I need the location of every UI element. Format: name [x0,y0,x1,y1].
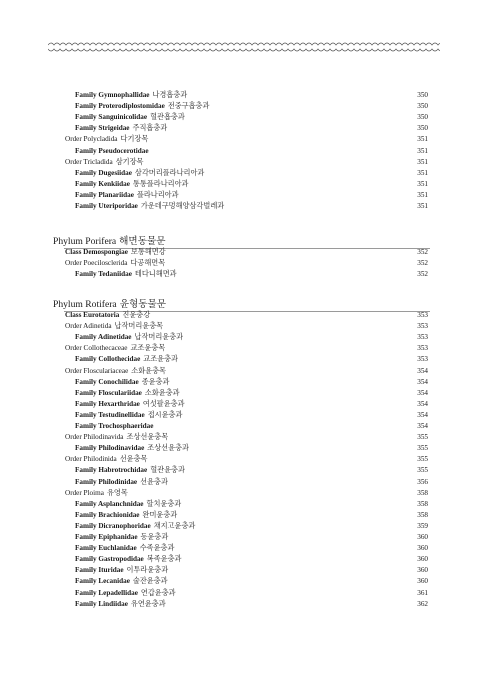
page-number: 351 [417,179,428,188]
taxon-name: Family Adinetidae [75,333,132,342]
page-number: 355 [417,466,428,475]
page-number: 361 [417,588,428,597]
taxon-korean-name: 유영목 [106,488,128,497]
page-number: 352 [417,259,428,268]
taxon-korean-name: 완미윤충과 [142,510,178,519]
page-number: 355 [417,444,428,453]
taxon-korean-name: 할치윤충과 [146,499,182,508]
taxon-name: Family Uteriporidae [75,202,138,210]
taxon-name: Order Philodinida [65,455,117,464]
taxon-korean-name: 수족윤충과 [139,544,175,553]
taxon-name: Family Flosculariidae [75,388,142,397]
taxon-name: Class Eurotatoria [65,311,120,319]
page-number: 360 [417,577,428,586]
page-number: 354 [417,377,428,386]
taxon-korean-name: 테다니해면과 [134,270,177,279]
taxon-korean-name: 연갑윤충과 [140,588,176,597]
page-number: 360 [417,566,428,575]
taxon-name: Order Polycladida [65,135,118,144]
decorative-wave-border [48,40,440,54]
taxon-korean-name: 이투라윤충과 [126,566,169,575]
taxon-korean-name: 소화윤충과 [144,388,180,397]
page-number: 358 [417,488,428,497]
taxon-korean-name: 종윤충과 [141,377,170,386]
taxon-name: Family Dugesiidae [75,168,132,177]
taxon-name: Family Dicranophoridae [75,521,151,530]
taxon-korean-name: 유연윤충과 [130,599,166,608]
page-number: 355 [417,455,428,464]
page-number: 351 [417,157,428,166]
taxon-name: Order Tricladida [65,157,113,166]
taxon-name: Family Lindiidae [75,599,128,608]
taxon-korean-name: 진윤충강 [122,311,151,319]
page-number: 354 [417,410,428,419]
page-number: 362 [417,599,428,608]
taxon-korean-name: 전중구흡충과 [167,102,210,111]
taxon-korean-name: 채지고윤충과 [153,521,196,530]
taxon-name: Family Conochilidae [75,377,139,386]
taxon-name: Family Collothecidae [75,355,141,364]
taxon-name: Family Sanguinicolidae [75,113,148,122]
taxon-name: Order Ploima [65,488,104,497]
page-number: 352 [417,248,428,256]
taxon-name: Family Hexarthridae [75,399,140,408]
taxon-name: Family Gymnophallidae [75,91,150,99]
page-number: 351 [417,135,428,144]
phylum-name: Phylum Rotifera [53,299,117,310]
page-number: 358 [417,499,428,508]
taxon-korean-name: 혈관흡충과 [150,113,185,122]
page-number: 353 [417,333,428,342]
taxon-korean-name: 조상선윤충목 [126,433,169,442]
taxon-name: Class Demospongiae [65,248,128,256]
taxon-name: Family Proterodiplostomidae [75,102,165,111]
taxon-korean-name: 복족윤충과 [146,555,182,564]
phylum-korean-name: 해면동물문 [119,236,166,247]
taxon-name: Family Lepadellidae [75,588,138,597]
page-number: 353 [417,355,428,364]
taxon-korean-name: 삼각머리플라나리아과 [134,168,205,177]
taxon-name: Family Kenkiidae [75,179,130,188]
taxon-name: Family Epiphanidae [75,533,138,541]
taxon-korean-name: 술잔윤충과 [132,577,168,586]
taxon-korean-name: 삼기장목 [115,157,144,166]
taxon-korean-name: 주직흡충과 [132,124,168,133]
taxon-name: Order Poecilosclerida [65,259,128,268]
taxon-korean-name: 혈관윤충과 [150,466,185,475]
taxon-name: Order Collothecaceae [65,344,128,353]
page-number: 351 [417,168,428,177]
taxon-name: Family Ituridae [75,566,124,575]
page-number: 360 [417,555,428,564]
page-number: 350 [417,91,428,99]
taxon-name: Family Strigeidae [75,124,130,133]
page-number: 358 [417,510,428,519]
taxon-name: Order Philodinavida [65,433,124,442]
taxon-korean-name: 교조윤충과 [143,355,178,364]
page-number: 360 [417,544,428,553]
page-number: 355 [417,433,428,442]
phylum-heading-rotifera [53,296,166,310]
page-number: 353 [417,344,428,353]
taxon-name: Family Tedaniidae [75,270,132,279]
taxon-korean-name: 선윤충목 [119,455,148,464]
taxon-name: Family Habrotrochidae [75,466,148,475]
page-number: 351 [417,146,428,155]
taxon-name: Family Asplanchnidae [75,499,144,508]
taxon-korean-name: 나경흡충과 [152,91,188,99]
page-number: 354 [417,388,428,397]
taxon-korean-name: 납작머리윤충목 [114,322,164,331]
taxon-korean-name: 소화윤충목 [131,366,166,375]
taxon-korean-name: 납작머리윤충과 [134,333,184,342]
page-number: 360 [417,533,428,541]
taxon-korean-name: 통통플라나리아과 [132,179,189,188]
taxon-korean-name: 플라나리아과 [136,190,179,199]
taxon-korean-name: 선윤충과 [140,477,168,486]
taxon-korean-name: 교조윤충목 [130,344,166,353]
taxon-name: Family Gastropodidae [75,555,144,564]
taxon-name: Family Testudinellidae [75,410,145,419]
taxon-korean-name: 동윤충과 [140,533,169,541]
page-number: 353 [417,311,428,319]
page-number: 354 [417,422,428,430]
page-number: 354 [417,399,428,408]
taxon-name: Order Flosculariaceae [65,366,129,375]
taxon-korean-name: 여섯팔윤충과 [142,399,185,408]
taxon-name: Family Euchlanidae [75,544,137,553]
taxon-name: Family Planariidae [75,190,134,199]
phylum-heading-porifera [53,233,166,247]
taxon-name: Family Trochosphaeridae [75,422,154,430]
page-number: 350 [417,102,428,111]
taxon-name: Order Adinetida [65,322,112,331]
phylum-korean-name: 윤형동물문 [119,299,167,310]
taxon-korean-name: 다기장목 [120,135,149,144]
page-number: 351 [417,190,428,199]
page-number: 351 [417,202,428,210]
phylum-name: Phylum Porifera [53,236,117,247]
page-number: 359 [417,521,428,530]
taxon-name: Family Pseudocerotidae [75,146,149,155]
page-number: 350 [417,124,428,133]
taxon-korean-name: 접시윤충과 [147,410,183,419]
taxon-name: Family Philodinavidae [75,444,145,453]
taxon-name: Family Lecanidae [75,577,130,586]
taxon-korean-name: 보통해면강 [130,248,166,256]
page-number: 356 [417,477,428,486]
taxon-name: Family Brachionidae [75,510,140,519]
page-number: 352 [417,270,428,279]
page-number: 353 [417,322,428,331]
taxon-korean-name: 가운데구멍해양삼각벌레과 [140,202,225,210]
taxon-name: Family Philodinidae [75,477,138,486]
page-number: 354 [417,366,428,375]
taxon-korean-name: 다공해면목 [130,259,166,268]
page-number: 350 [417,113,428,122]
taxon-korean-name: 조상선윤충과 [147,444,189,453]
